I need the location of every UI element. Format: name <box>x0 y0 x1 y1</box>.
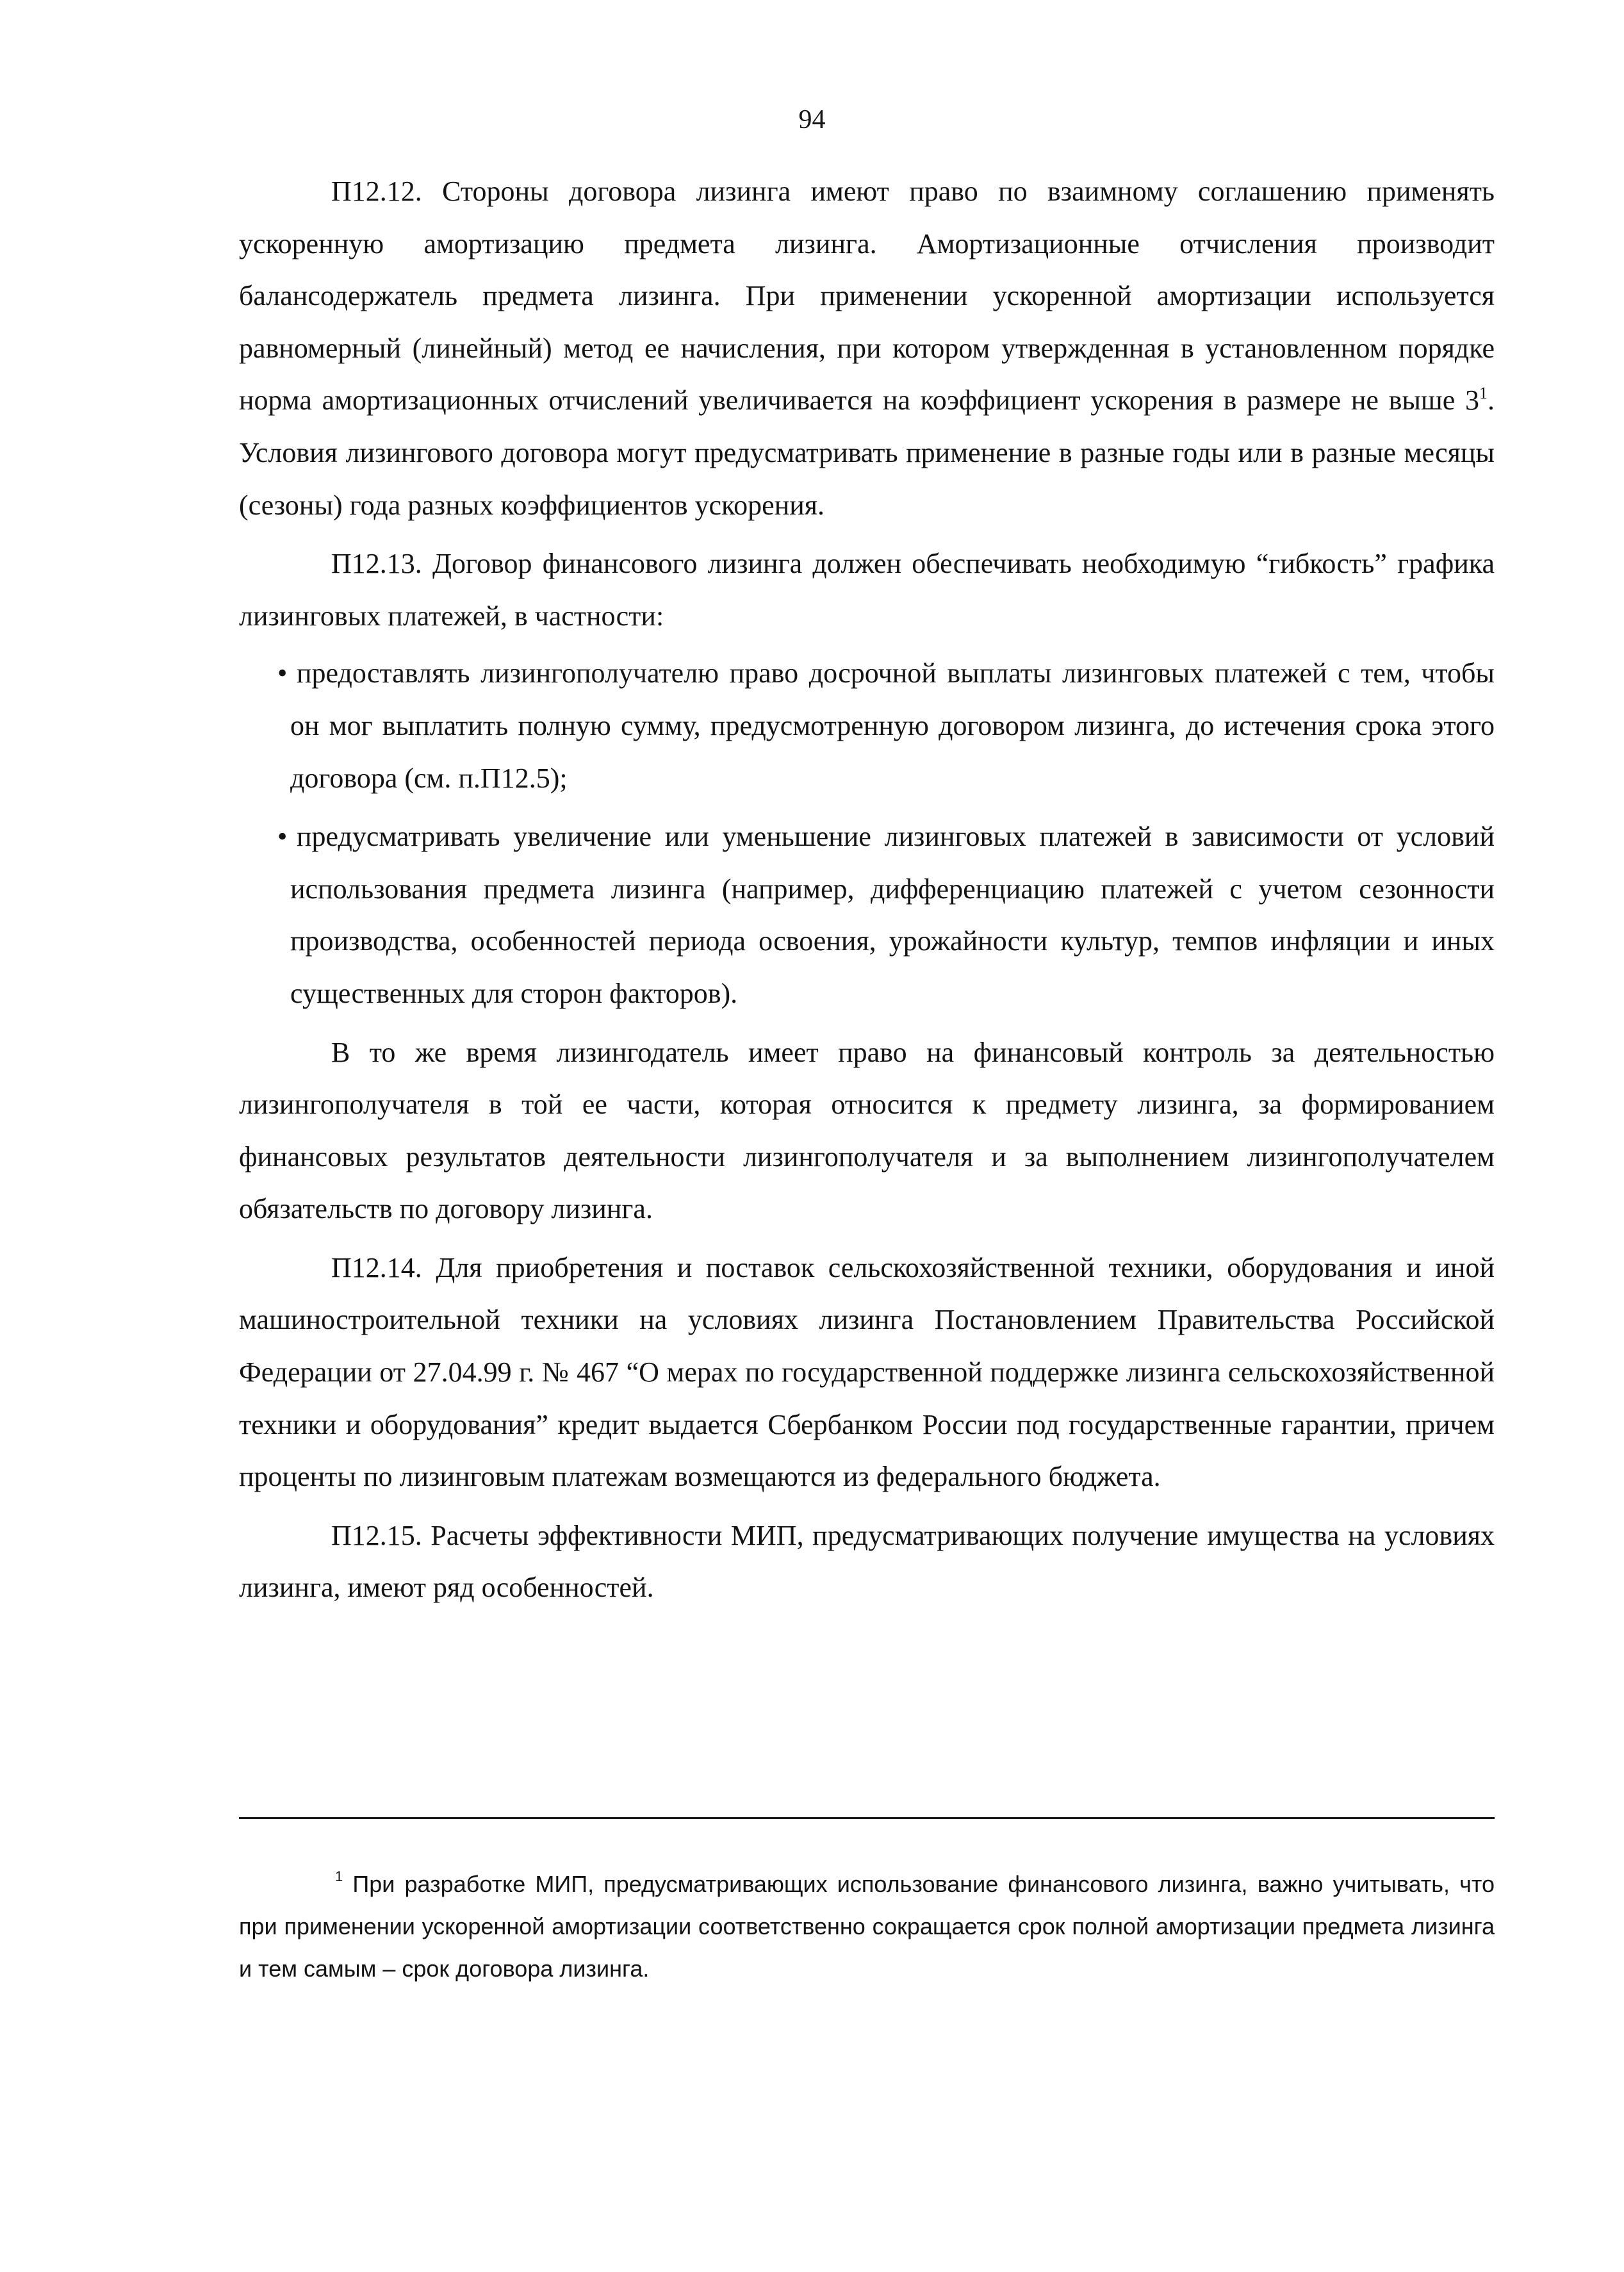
footnote-marker: 1 <box>335 1868 343 1884</box>
footnote <box>239 1863 1495 1990</box>
paragraph-p12-12-start: П12.12. Стороны договора лизинга имеют право по взаимному соглашению применять ускоренную амортизацию предмета лизинга. Амортизационные отчисления производит балансодержатель предмета лизинга. При применении ускоренной амортизации используется равномерный (линейный) метод ее начисления, при котором утвержденная в установленном порядке норма амортизационных отчислений увеличивается на коэффициент ускорения в размере не выше 3 <box>239 176 1495 416</box>
bullet-icon: • <box>277 821 288 853</box>
paragraph-p12-15: П12.15. Расчеты эффективности МИП, предусматривающих получение имущества на условиях лизинга, имеют ряд особенностей. <box>239 1519 1495 1604</box>
paragraph-p12-13: П12.13. Договор финансового лизинга должен обеспечивать необходимую “гибкость” графика лизинговых платежей, в частности: <box>239 548 1495 632</box>
bullet-item-text: предоставлять лизингополучателю право досрочной выплаты лизинговых платежей с тем, чтобы он мог выплатить полную сумму, предусмотренную договором лизинга, до истечения срока этого договора (см. п.П12.5); <box>290 657 1495 794</box>
footnote-reference[interactable]: 1 <box>1479 383 1488 402</box>
bullet-item <box>277 647 1495 804</box>
paragraph-p12-12 <box>239 165 1495 531</box>
bullet-item <box>277 811 1495 1019</box>
paragraph-control: В то же время лизингодатель имеет право на финансовый контроль за деятельностью лизингополучателя в той ее части, которая относится к предмету лизинга, за формированием финансовых результатов деятельности лизингополучателя и за выполнением лизингополучателем обязательств по договору лизинга. <box>239 1036 1495 1225</box>
bullet-list <box>239 647 1495 1019</box>
footnote-separator <box>239 1817 1495 1819</box>
paragraph-p12-12-end: . Условия лизингового договора могут предусматривать применение в разные годы или в разные месяцы (сезоны) года разных коэффициентов ускорения. <box>239 384 1495 521</box>
bullet-icon: • <box>277 657 288 689</box>
bullet-item-text: предусматривать увеличение или уменьшение лизинговых платежей в зависимости от условий использования предмета лизинга (например, дифференциацию платежей с учетом сезонности производства, особенностей периода освоения, урожайности культур, темпов инфляции и иных существенных для сторон факторов). <box>290 821 1495 1009</box>
main-text <box>239 165 1495 1614</box>
page-number: 94 <box>798 105 826 135</box>
footnote-text: При разработке МИП, предусматривающих использование финансового лизинга, важно учитывать, что при применении ускоренной амортизации соответственно сокращается срок полной амортизации предмета лизинга и тем самым – срок договора лизинга. <box>239 1871 1495 1982</box>
paragraph-p12-14: П12.14. Для приобретения и поставок сельскохозяйственной техники, оборудования и иной машиностроительной техники на условиях лизинга Постановлением Правительства Российской Федерации от 27.04.99 г. № 467 “О мерах по государственной поддержке лизинга сельскохозяйственной техники и оборудования” кредит выдается Сбербанком России под государственные гарантии, причем проценты по лизинговым платежам возмещаются из федерального бюджета. <box>239 1251 1495 1493</box>
